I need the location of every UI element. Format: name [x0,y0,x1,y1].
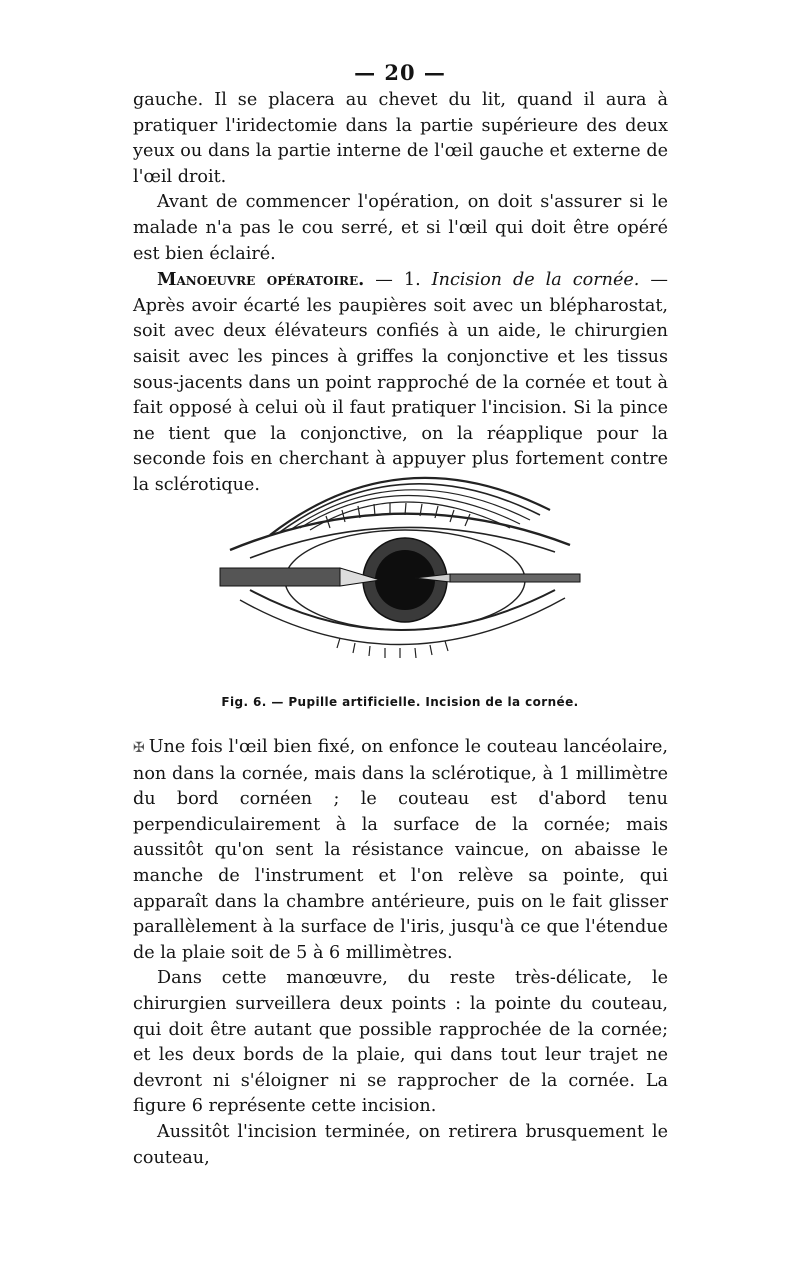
margin-mark: ✠ [133,740,145,756]
section-heading: Manoeuvre opératoire. [157,269,365,291]
paragraph-6: Aussitôt l'incision terminée, on retirera brusquement le couteau, [133,1121,668,1168]
step-number: 1. [403,270,421,291]
paragraph-3-body: Après avoir écarté les paupières soit avec un blépharostat, soit avec deux élévateurs confiés à un aide, le chirurgien saisit avec les pinces à griffes la conjonctive et les tissus sous-jacents dans un point rapproché de la cornée et tout à fait opposé à celui où il faut pratiquer l'incision. Si la pince ne tient que la conjonctive, on la réapplique pour la seconde fois en cherchant à appuyer plus fortement contre la sclérotique. [133,295,668,495]
text-block-top [133,88,668,499]
figure-caption: Fig. 6. — Pupille artificielle. Incision de la cornée. [221,695,579,709]
heading-dash-1: — [364,270,404,291]
page-number: — 20 — [354,60,446,85]
text-block-bottom [133,735,668,1171]
paragraph-4 [133,735,668,966]
eye-incision-illustration [210,440,590,680]
paragraph-1: gauche. Il se placera au chevet du lit, quand il aura à pratiquer l'iridectomie dans la partie supérieure des deux yeux ou dans la partie interne de l'œil gauche et externe de l'œil droit. [133,90,668,187]
paragraph-5: Dans cette manœuvre, du reste très-délicate, le chirurgien surveillera deux points : la pointe du couteau, qui doit être autant que possible rapprochée de la cornée; et les deux bords de la plaie, qui dans tout leur trajet ne devront ni s'éloigner ni se rapprocher de la cornée. La figure 6 représente cette incision. [133,968,668,1117]
paragraph-4-body: Une fois l'œil bien fixé, on enfonce le couteau lancéolaire, non dans la cornée, mais dans la sclérotique, à 1 millimètre du bord cornéen ; le couteau est d'abord tenu perpendiculairement à la surface de la cornée; mais aussitôt qu'on sent la résistance vaincue, on abaisse le manche de l'instrument et l'on relève sa pointe, qui apparaît dans la chambre antérieure, puis on le fait glisser parallèlement à la surface de l'iris, jusqu'à ce que l'étendue de la plaie soit de 5 à 6 millimètres. [133,737,668,963]
step-title: Incision de la cornée. [420,270,640,291]
heading-dash-2: — [639,270,668,291]
paragraph-2: Avant de commencer l'opération, on doit s'assurer si le malade n'a pas le cou serré, et si l'œil qui doit être opéré est bien éclairé. [133,192,668,264]
